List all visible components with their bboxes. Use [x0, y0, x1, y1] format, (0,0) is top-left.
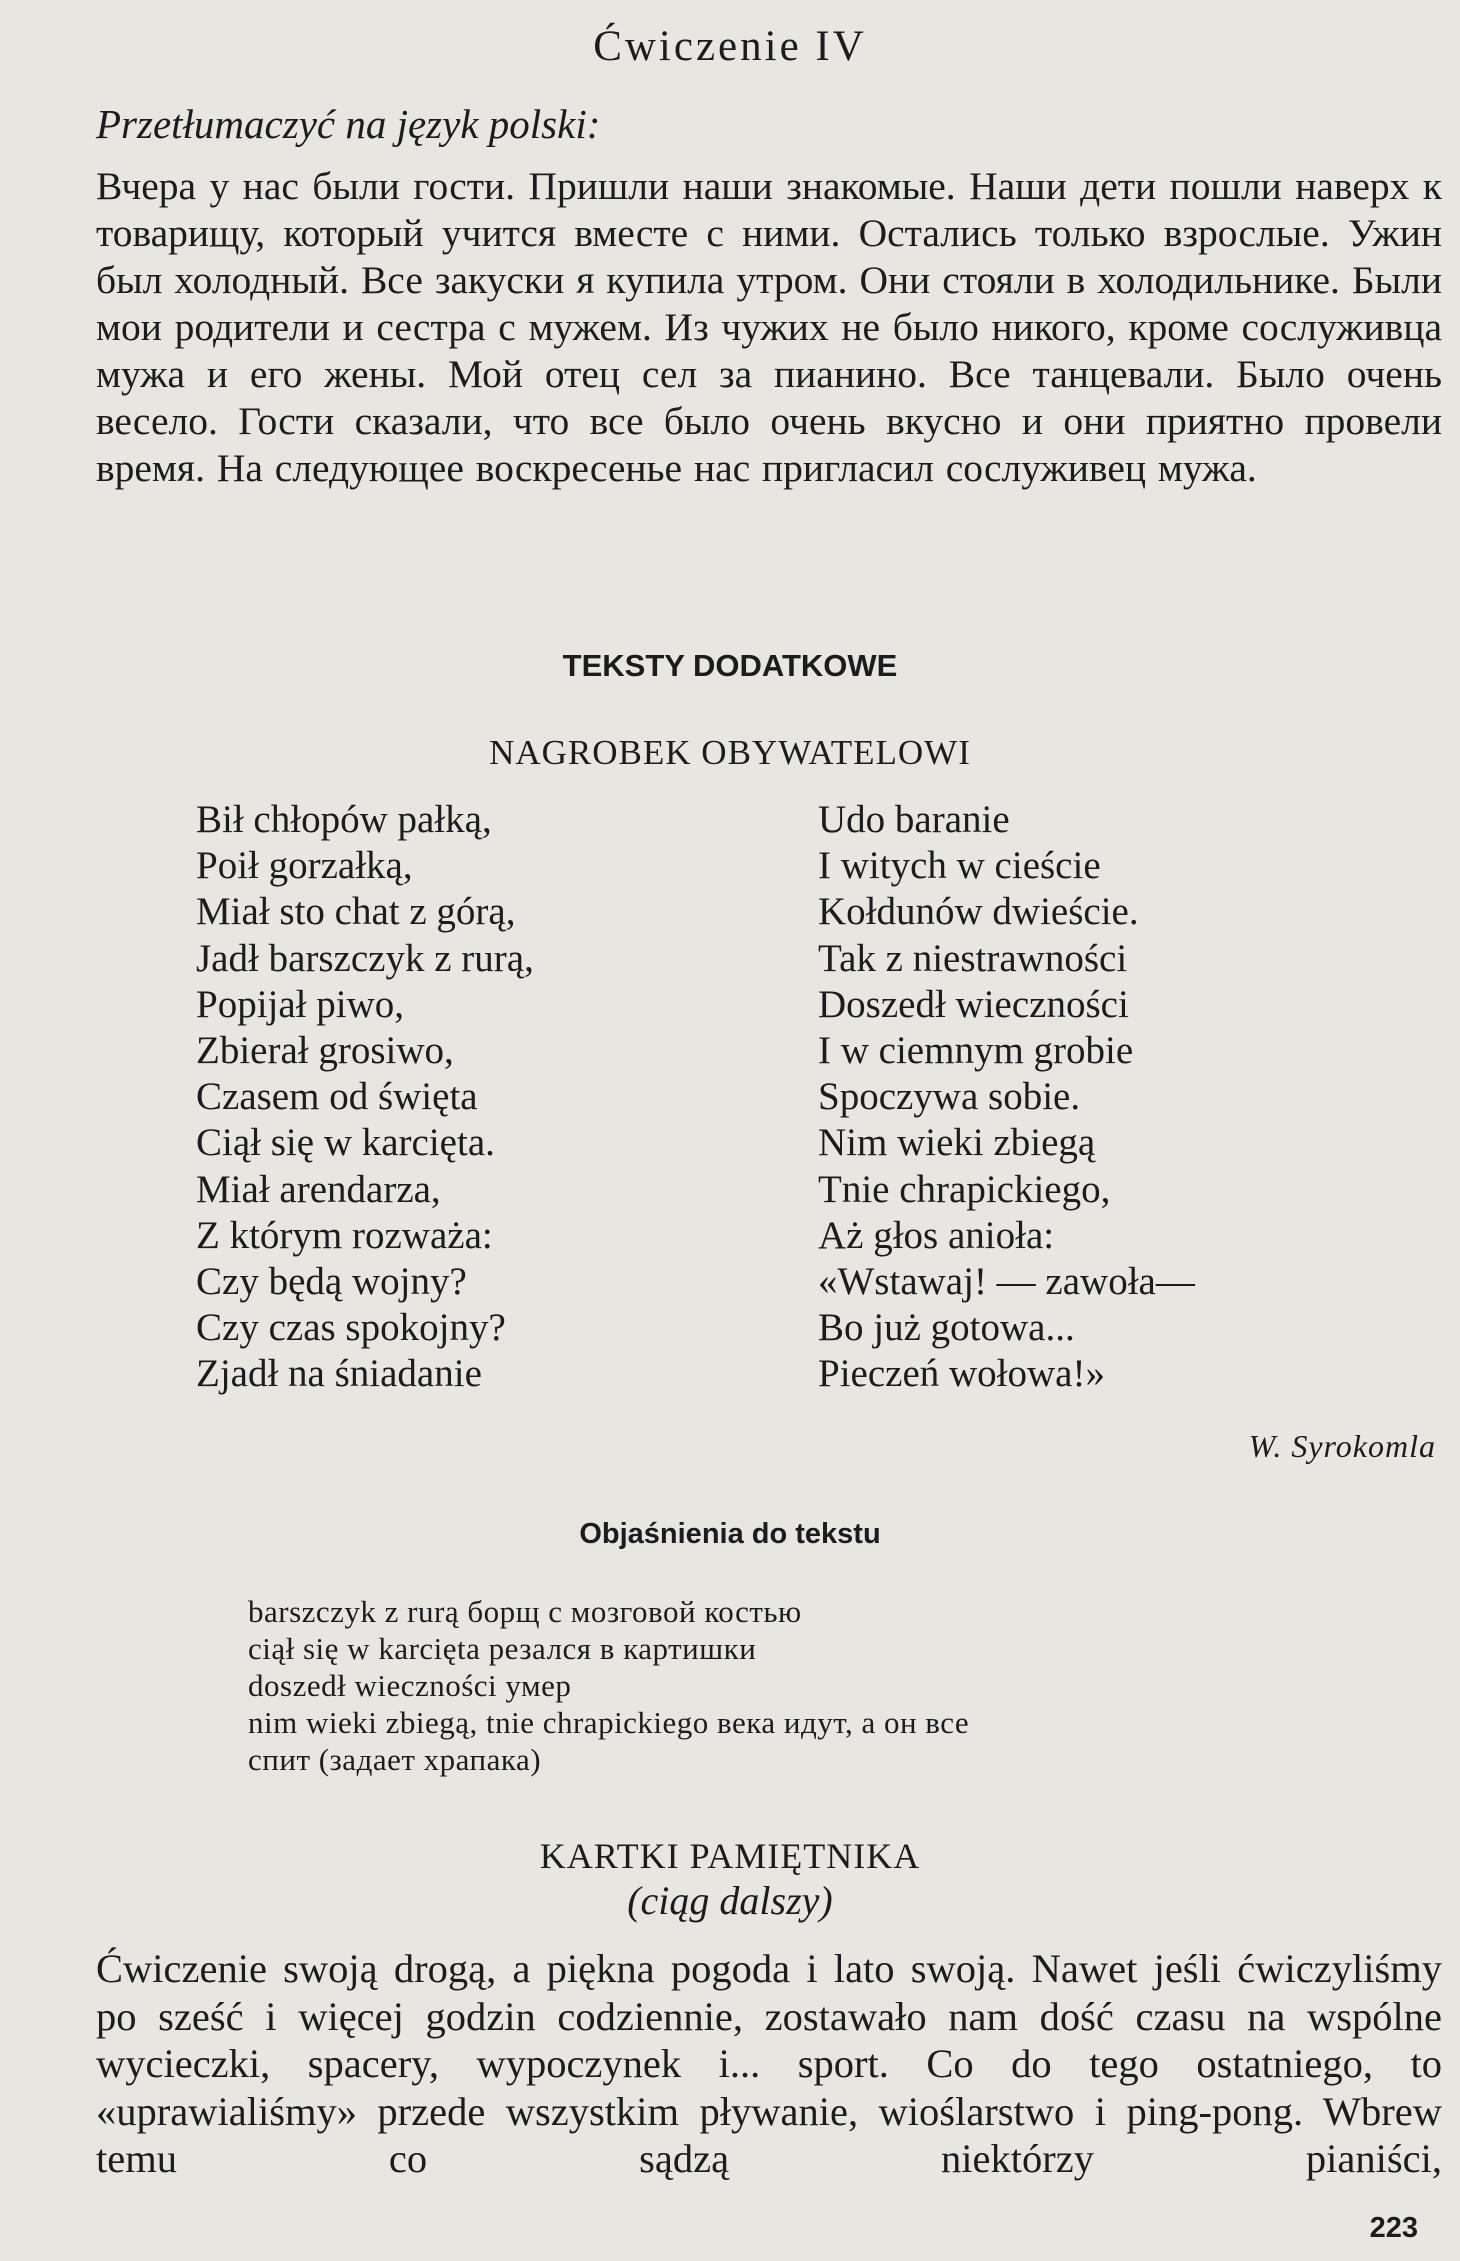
poem-line: Zbierał grosiwo,: [196, 1029, 454, 1073]
russian-paragraph: Вчера у нас были гости. Пришли наши знакомые. Наши дети пошли наверх к товарищу, который учится вместе с ними. Остались только взрослые. Ужин был холодный. Все закуски я купила утром. Они стояли в холодильнике. Были мои родители и сестра с мужем. Из чужих не было никого, кроме сослуживца мужа и его жены. Мой отец сел за пианино. Все танцевали. Было очень весело. Гости сказали, что все было очень вкусно и они приятно провели время. На следующее воскресенье нас пригласил сослуживец мужа.: [96, 164, 1442, 490]
page-number: 223: [1369, 2212, 1418, 2244]
explanation-item: ciął się w karcięta резался в картишки: [248, 1631, 757, 1666]
poem-line: Doszedł wieczności: [818, 982, 1129, 1026]
diary-subtitle: (ciąg dalszy): [627, 1878, 833, 1923]
exercise-title: Ćwiczenie IV: [593, 23, 867, 70]
poem-line: Czy będą wojny?: [196, 1260, 467, 1304]
explanation-item: nim wieki zbiegą, tnie chrapickiego века идут, а он все: [248, 1705, 970, 1740]
poem-line: Miał arendarza,: [196, 1167, 441, 1211]
explanations-list: [248, 1593, 1248, 1778]
translation-instruction: Przetłumaczyć na język polski:: [96, 101, 601, 147]
poem-line: Czasem od święta: [196, 1075, 478, 1119]
poem-line: «Wstawaj! — zawoła—: [818, 1260, 1195, 1304]
poem-line: Zjadł na śniadanie: [196, 1352, 482, 1396]
poem-line: Udo baranie: [818, 798, 1010, 841]
poem-line: Popijał piwo,: [196, 982, 405, 1026]
poem-line: Jadł barszczyk z rurą,: [196, 936, 534, 980]
explanations-heading: Objaśnienia do tekstu: [579, 1518, 881, 1550]
explanation-item: doszedł wieczności умер: [248, 1668, 572, 1703]
poem-line: Ciął się w karcięta.: [196, 1121, 495, 1165]
explanation-item: спит (задает храпака): [248, 1742, 542, 1777]
poem-line: Spoczywa sobie.: [818, 1075, 1081, 1119]
poem-line: Tak z niestrawności: [818, 936, 1128, 980]
poem-right-column: [818, 797, 1378, 1398]
poem-line: Bił chłopów pałką,: [196, 798, 492, 841]
poem-left-column: [196, 797, 716, 1398]
poem-line: Bo już gotowa...: [818, 1306, 1075, 1350]
poem-line: I witych w cieście: [818, 844, 1101, 888]
poem-line: Tnie chrapickiego,: [818, 1167, 1111, 1211]
poem-line: Z którym rozważa:: [196, 1213, 493, 1257]
poem-line: Kołdunów dwieście.: [818, 890, 1139, 934]
poem-line: Czy czas spokojny?: [196, 1306, 506, 1350]
poem-line: Aż głos anioła:: [818, 1213, 1055, 1257]
poem-line: Nim wieki zbiegą: [818, 1121, 1096, 1165]
diary-paragraph: Ćwiczenie swoją drogą, a piękna pogoda i lato swoją. Nawet jeśli ćwiczyliśmy po sześć i więcej godzin codziennie, zostawało nam dość czasu na wspólne wycieczki, spacery, wypoczynek i... sport. Co do tego ostatniego, to «uprawialiśmy» przede wszystkim pływanie, wioślarstwo i ping-pong. Wbrew temu co sądzą niektórzy pianiści,: [96, 1946, 1442, 2181]
poem-line: Poił gorzałką,: [196, 844, 413, 888]
diary-title: KARTKI PAMIĘTNIKA: [539, 1836, 921, 1876]
poem-line: I w ciemnym grobie: [818, 1029, 1134, 1073]
poem-line: Pieczeń wołowa!»: [818, 1352, 1105, 1396]
poem-author: W. Syrokomla: [1248, 1428, 1436, 1464]
poem-title: NAGROBEK OBYWATELOWI: [489, 733, 971, 772]
explanation-item: barszczyk z rurą борщ с мозговой костью: [248, 1594, 802, 1629]
additional-texts-heading: TEKSTY DODATKOWE: [562, 648, 898, 683]
poem-line: Miał sto chat z górą,: [196, 890, 516, 934]
